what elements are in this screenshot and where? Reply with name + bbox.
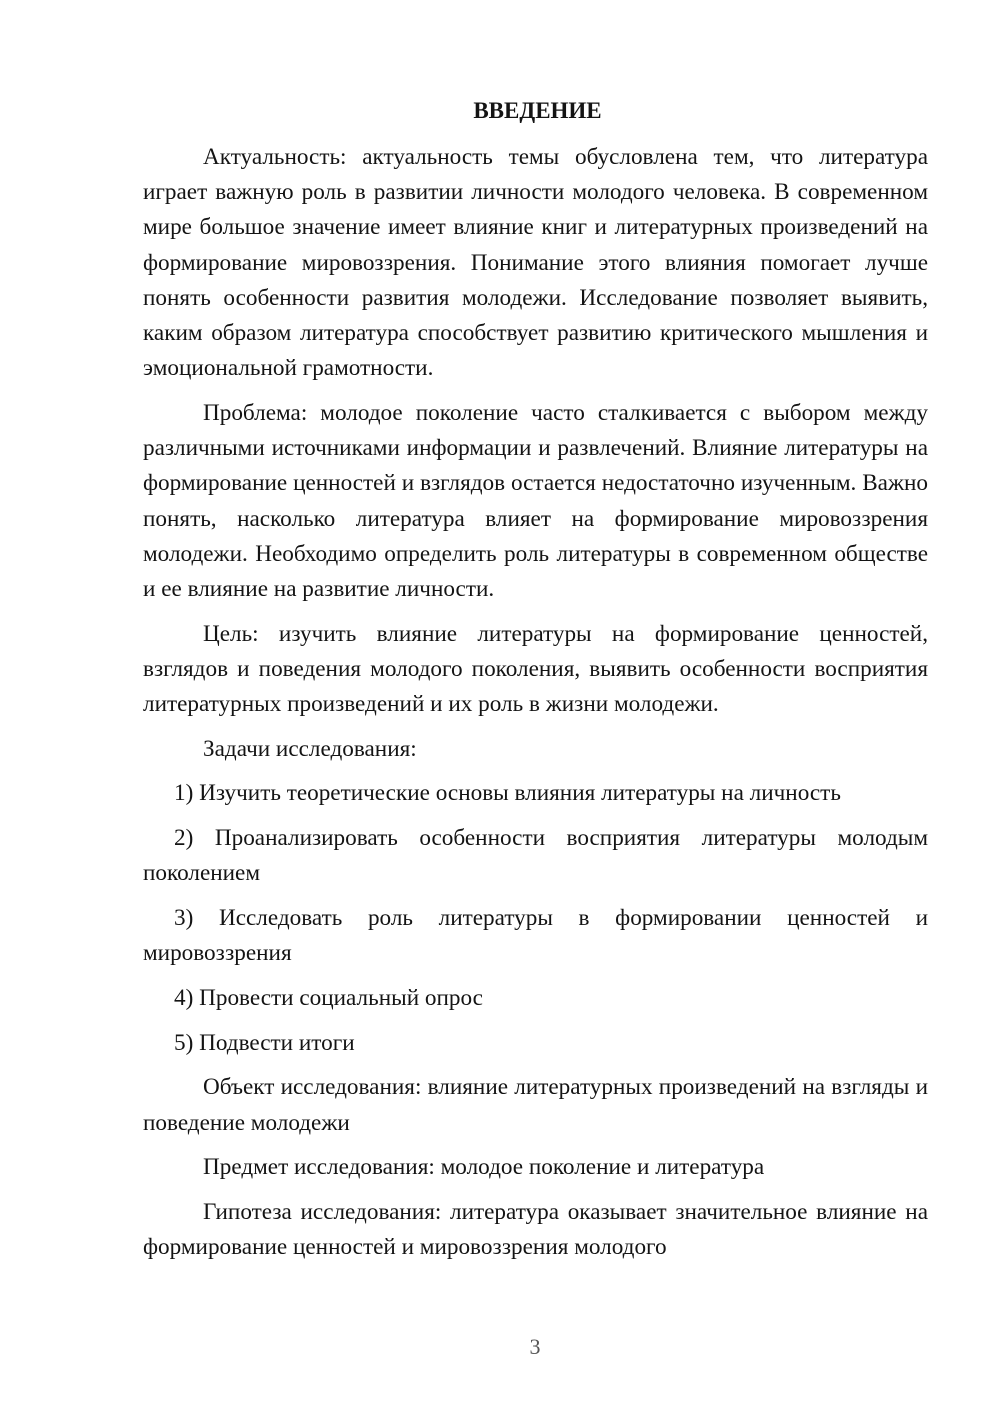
problem-paragraph: Проблема: молодое поколение часто сталкивается с выбором между различными источниками информации и развлечений. Влияние литературы на формирование ценностей и взглядов остается недостаточно изученным. Важно понять, насколько литература влияет на формирование мировоззрения молодежи. Необходимо определить роль литературы в современном обществе и ее влияние на развитие личности. — [143, 399, 928, 602]
relevance-paragraph: Актуальность: актуальность темы обусловлена тем, что литература играет важную роль в развитии личности молодого человека. В современном мире большое значение имеет влияние книг и литературных произведений на формирование мировоззрения. Понимание этого влияния помогает лучше понять особенности развития молодежи. Исследование позволяет выявить, каким образом литература способствует развитию критического мышления и эмоциональной грамотности. — [143, 144, 928, 382]
goal-paragraph: Цель: изучить влияние литературы на формирование ценностей, взглядов и поведения молодого поколения, выявить особенности восприятия литературных произведений и их роль в жизни молодежи. — [143, 620, 928, 718]
object-paragraph: Объект исследования: влияние литературных произведений на взгляды и поведение молодежи — [143, 1074, 928, 1136]
task-item-4: 4) Провести социальный опрос — [174, 984, 483, 1011]
section-title: ВВЕДЕНИЕ — [473, 98, 602, 123]
task-item-3: 3) Исследовать роль литературы в формировании ценностей и мировоззрения — [143, 905, 928, 967]
subject-paragraph: Предмет исследования: молодое поколение и литература — [203, 1154, 765, 1181]
task-item-2: 2) Проанализировать особенности восприятия литературы молодым поколением — [143, 825, 928, 887]
hypothesis-paragraph: Гипотеза исследования: литература оказывает значительное влияние на формирование ценностей и мировоззрения молодого — [143, 1198, 928, 1261]
document-page — [143, 96, 928, 1275]
tasks-heading: Задачи исследования: — [203, 735, 417, 762]
task-item-1: 1) Изучить теоретические основы влияния литературы на личность — [174, 780, 841, 807]
task-item-5: 5) Подвести итоги — [174, 1029, 355, 1056]
page-number: 3 — [529, 1334, 541, 1359]
